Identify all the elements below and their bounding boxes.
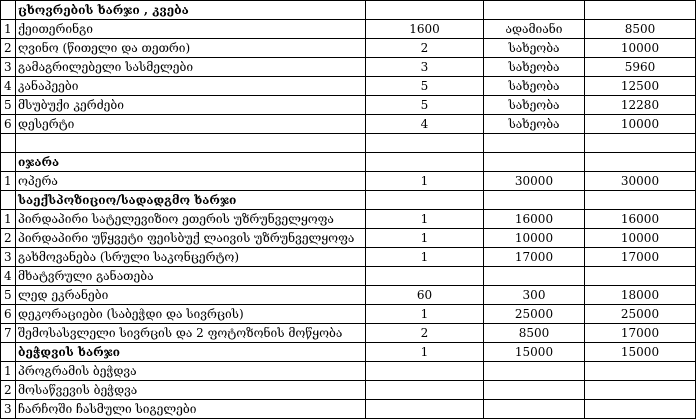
total-cell[interactable]: [585, 134, 696, 153]
unit-cell[interactable]: 16000: [484, 210, 585, 229]
unit-cell[interactable]: 8500: [484, 324, 585, 343]
unit-cell[interactable]: სახეობა: [484, 58, 585, 77]
row-number-cell[interactable]: 1: [1, 20, 16, 39]
quantity-cell[interactable]: [366, 362, 484, 381]
total-cell[interactable]: [585, 381, 696, 400]
table-row: [1, 96, 696, 115]
section-title-cell[interactable]: იჯარა: [16, 153, 366, 172]
section-title-cell[interactable]: ბეჭდვის ხარჯი: [16, 343, 366, 362]
unit-cell[interactable]: 15000: [484, 343, 585, 362]
unit-cell[interactable]: სახეობა: [484, 115, 585, 134]
total-cell[interactable]: 10000: [585, 39, 696, 58]
quantity-cell[interactable]: 1: [366, 172, 484, 191]
unit-cell[interactable]: [484, 381, 585, 400]
row-number-cell[interactable]: 1: [1, 172, 16, 191]
item-name-cell[interactable]: დეკორაციები (საბეჭდი და სივრცის): [16, 305, 366, 324]
item-name-cell[interactable]: პირდაპირი სატელევიზიო ეთერის უზრუნველყოფა: [16, 210, 366, 229]
row-number-cell[interactable]: [1, 191, 16, 210]
total-cell[interactable]: [585, 267, 696, 286]
unit-cell[interactable]: ადამიანი: [484, 20, 585, 39]
unit-cell[interactable]: 17000: [484, 248, 585, 267]
total-cell[interactable]: [585, 153, 696, 172]
item-name-cell[interactable]: ქეითერინგი: [16, 20, 366, 39]
quantity-cell[interactable]: 4: [366, 115, 484, 134]
quantity-cell[interactable]: 60: [366, 286, 484, 305]
row-number-cell[interactable]: 2: [1, 39, 16, 58]
total-cell[interactable]: 8500: [585, 20, 696, 39]
quantity-cell[interactable]: 5: [366, 96, 484, 115]
section-title-cell[interactable]: საექსპოზიციო/სადადგმო ხარჯი: [16, 191, 366, 210]
unit-cell[interactable]: 300: [484, 286, 585, 305]
row-number-cell[interactable]: 3: [1, 400, 16, 419]
unit-cell[interactable]: [484, 153, 585, 172]
table-row: [1, 324, 696, 343]
total-cell[interactable]: [585, 400, 696, 419]
total-cell[interactable]: 12280: [585, 96, 696, 115]
quantity-cell[interactable]: 1: [366, 210, 484, 229]
table-row: [1, 286, 696, 305]
quantity-cell[interactable]: [366, 153, 484, 172]
table-row: [1, 400, 696, 419]
total-cell[interactable]: [585, 1, 696, 20]
item-name-cell[interactable]: პირდაპირი უწყვეტი ფეისბუქ ლაივის უზრუნველყოფა: [16, 229, 366, 248]
unit-cell[interactable]: 10000: [484, 229, 585, 248]
item-name-cell[interactable]: ოპერა: [16, 172, 366, 191]
item-name-cell[interactable]: ლედ ეკრანები: [16, 286, 366, 305]
item-name-cell[interactable]: მხატვრული განათება: [16, 267, 366, 286]
item-name-cell[interactable]: შემოსასვლელი სივრცის და 2 ფოტოზონის მოწყობა: [16, 324, 366, 343]
total-cell[interactable]: [585, 362, 696, 381]
unit-cell[interactable]: [484, 267, 585, 286]
row-number-cell[interactable]: 6: [1, 115, 16, 134]
item-name-cell[interactable]: მოსაწვევის ბეჭდვა: [16, 381, 366, 400]
unit-cell[interactable]: სახეობა: [484, 96, 585, 115]
total-cell[interactable]: 10000: [585, 115, 696, 134]
section-title-cell[interactable]: ცხოვრების ხარჯი , კვება: [16, 1, 366, 20]
blank-row: [1, 134, 696, 153]
item-name-cell[interactable]: ღვინო (წითელი და თეთრი): [16, 39, 366, 58]
table-row: [1, 229, 696, 248]
row-number-cell[interactable]: [1, 343, 16, 362]
total-cell[interactable]: 5960: [585, 58, 696, 77]
total-cell[interactable]: 16000: [585, 210, 696, 229]
table-row: [1, 20, 696, 39]
unit-cell[interactable]: 30000: [484, 172, 585, 191]
unit-cell[interactable]: სახეობა: [484, 77, 585, 96]
row-number-cell[interactable]: 1: [1, 362, 16, 381]
table-row: [1, 362, 696, 381]
unit-cell[interactable]: [484, 134, 585, 153]
quantity-cell[interactable]: 1: [366, 229, 484, 248]
unit-cell[interactable]: [484, 362, 585, 381]
table-row: [1, 39, 696, 58]
table-row: [1, 305, 696, 324]
table-row: [1, 210, 696, 229]
table-row: [1, 381, 696, 400]
quantity-cell[interactable]: [366, 267, 484, 286]
total-cell[interactable]: 17000: [585, 248, 696, 267]
row-number-cell[interactable]: 2: [1, 229, 16, 248]
item-name-cell[interactable]: ჩარჩოში ჩასმული სიგელები: [16, 400, 366, 419]
item-name-cell[interactable]: გამაგრილებელი სასმელები: [16, 58, 366, 77]
row-number-cell[interactable]: 4: [1, 77, 16, 96]
budget-table-body: [1, 1, 696, 419]
table-row: [1, 248, 696, 267]
row-number-cell[interactable]: 5: [1, 286, 16, 305]
table-row: [1, 58, 696, 77]
quantity-cell[interactable]: [366, 191, 484, 210]
row-number-cell[interactable]: [1, 134, 16, 153]
table-row: [1, 267, 696, 286]
total-cell[interactable]: 15000: [585, 343, 696, 362]
row-number-cell[interactable]: 4: [1, 267, 16, 286]
quantity-cell[interactable]: 2: [366, 324, 484, 343]
item-name-cell[interactable]: კანაპეები: [16, 77, 366, 96]
item-name-cell[interactable]: გახმოვანება (სრული საკონცერტო): [16, 248, 366, 267]
quantity-cell[interactable]: 3: [366, 58, 484, 77]
row-number-cell[interactable]: 5: [1, 96, 16, 115]
quantity-cell[interactable]: 5: [366, 77, 484, 96]
item-name-cell[interactable]: პროგრამის ბეჭდვა: [16, 362, 366, 381]
row-number-cell[interactable]: [1, 1, 16, 20]
total-cell[interactable]: 12500: [585, 77, 696, 96]
row-number-cell[interactable]: 3: [1, 58, 16, 77]
row-number-cell[interactable]: 1: [1, 210, 16, 229]
quantity-cell[interactable]: 2: [366, 39, 484, 58]
total-cell[interactable]: 25000: [585, 305, 696, 324]
quantity-cell[interactable]: [366, 134, 484, 153]
quantity-cell[interactable]: [366, 381, 484, 400]
total-cell[interactable]: [585, 191, 696, 210]
section-row: [1, 343, 696, 362]
total-cell[interactable]: 10000: [585, 229, 696, 248]
row-number-cell[interactable]: 2: [1, 381, 16, 400]
section-row: [1, 153, 696, 172]
item-name-cell[interactable]: მსუბუქი კერძები: [16, 96, 366, 115]
row-number-cell[interactable]: [1, 153, 16, 172]
unit-cell[interactable]: [484, 400, 585, 419]
quantity-cell[interactable]: 1: [366, 343, 484, 362]
table-row: [1, 115, 696, 134]
quantity-cell[interactable]: 1600: [366, 20, 484, 39]
unit-cell[interactable]: 25000: [484, 305, 585, 324]
total-cell[interactable]: 30000: [585, 172, 696, 191]
unit-cell[interactable]: სახეობა: [484, 39, 585, 58]
unit-cell[interactable]: [484, 1, 585, 20]
item-name-cell[interactable]: დესერტი: [16, 115, 366, 134]
row-number-cell[interactable]: 7: [1, 324, 16, 343]
quantity-cell[interactable]: [366, 400, 484, 419]
row-number-cell[interactable]: 6: [1, 305, 16, 324]
section-row: [1, 191, 696, 210]
unit-cell[interactable]: [484, 191, 585, 210]
quantity-cell[interactable]: 1: [366, 248, 484, 267]
quantity-cell[interactable]: 1: [366, 305, 484, 324]
table-row: [1, 172, 696, 191]
item-name-cell[interactable]: [16, 134, 366, 153]
row-number-cell[interactable]: 3: [1, 248, 16, 267]
section-row: [1, 1, 696, 20]
total-cell[interactable]: 17000: [585, 324, 696, 343]
quantity-cell[interactable]: [366, 1, 484, 20]
table-row: [1, 77, 696, 96]
total-cell[interactable]: 18000: [585, 286, 696, 305]
